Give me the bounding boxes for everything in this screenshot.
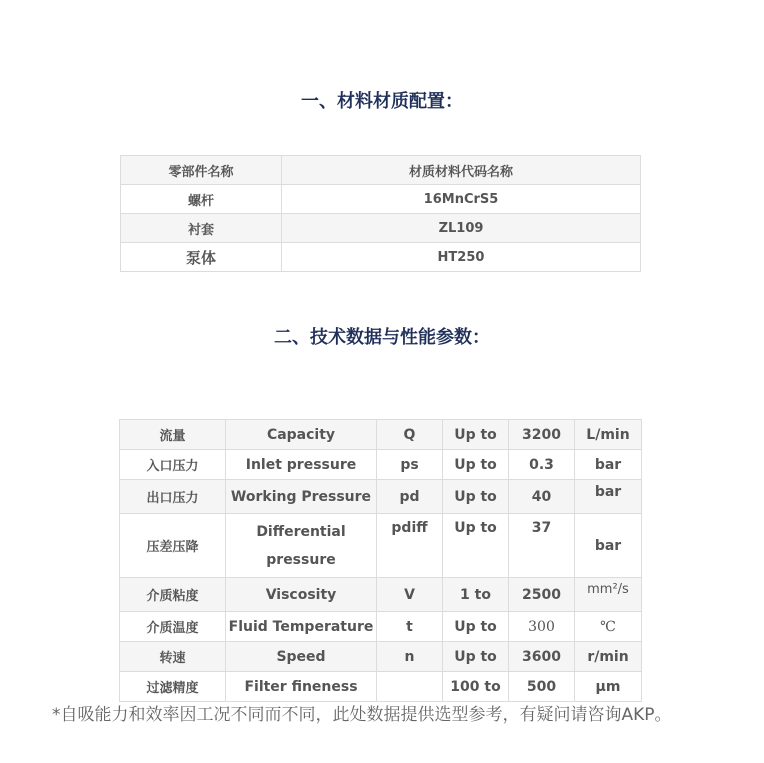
param-value: 300 bbox=[509, 612, 575, 642]
part-name: 螺杆 bbox=[121, 185, 282, 214]
param-en-name: Filter fineness bbox=[226, 672, 377, 702]
technical-data-table bbox=[119, 419, 642, 702]
param-symbol: ps bbox=[377, 450, 443, 480]
param-unit: bar bbox=[575, 450, 642, 480]
table-row bbox=[120, 450, 642, 480]
table-row bbox=[120, 578, 642, 612]
table-row bbox=[121, 214, 641, 243]
param-cn-name: 出口压力 bbox=[120, 480, 226, 514]
param-qualifier: Up to bbox=[443, 514, 509, 578]
param-qualifier: Up to bbox=[443, 612, 509, 642]
part-name: 泵体 bbox=[121, 243, 282, 272]
section-title-technical-data: 二、技术数据与性能参数： bbox=[274, 327, 490, 348]
param-symbol: V bbox=[377, 578, 443, 612]
table-row bbox=[120, 612, 642, 642]
param-en-name: Capacity bbox=[226, 420, 377, 450]
param-en-name: Fluid Temperature bbox=[226, 612, 377, 642]
param-unit: ℃ bbox=[575, 612, 642, 642]
table-row bbox=[120, 420, 642, 450]
param-cn-name: 介质粘度 bbox=[120, 578, 226, 612]
param-unit: bar bbox=[575, 514, 642, 578]
param-value: 37 bbox=[509, 514, 575, 578]
param-cn-name: 过滤精度 bbox=[120, 672, 226, 702]
material-code: 16MnCrS5 bbox=[282, 185, 641, 214]
param-value: 3200 bbox=[509, 420, 575, 450]
param-cn-name: 入口压力 bbox=[120, 450, 226, 480]
param-unit: bar bbox=[575, 480, 642, 514]
param-unit: L/min bbox=[575, 420, 642, 450]
section-title-materials: 一、材料材质配置： bbox=[301, 91, 463, 112]
param-en-name: Speed bbox=[226, 642, 377, 672]
param-value: 3600 bbox=[509, 642, 575, 672]
param-cn-name: 压差压降 bbox=[120, 514, 226, 578]
param-unit: μm bbox=[575, 672, 642, 702]
param-en-name: Differential pressure bbox=[226, 514, 377, 578]
param-symbol: t bbox=[377, 612, 443, 642]
param-qualifier: 1 to bbox=[443, 578, 509, 612]
param-en-name: Working Pressure bbox=[226, 480, 377, 514]
param-cn-name: 流量 bbox=[120, 420, 226, 450]
header-material-code: 材质材料代码名称 bbox=[282, 156, 641, 185]
param-value: 500 bbox=[509, 672, 575, 702]
param-symbol: Q bbox=[377, 420, 443, 450]
param-symbol: n bbox=[377, 642, 443, 672]
param-qualifier: Up to bbox=[443, 480, 509, 514]
materials-table bbox=[120, 155, 641, 272]
param-value: 40 bbox=[509, 480, 575, 514]
param-value: 2500 bbox=[509, 578, 575, 612]
param-cn-name: 介质温度 bbox=[120, 612, 226, 642]
material-code: ZL109 bbox=[282, 214, 641, 243]
table-row bbox=[120, 642, 642, 672]
table-row bbox=[120, 672, 642, 702]
header-part-name: 零部件名称 bbox=[121, 156, 282, 185]
param-qualifier: Up to bbox=[443, 642, 509, 672]
material-code: HT250 bbox=[282, 243, 641, 272]
param-unit: mm²/s bbox=[575, 578, 642, 612]
table-header-row bbox=[121, 156, 641, 185]
param-en-name: Inlet pressure bbox=[226, 450, 377, 480]
table-row bbox=[121, 185, 641, 214]
param-qualifier: 100 to bbox=[443, 672, 509, 702]
param-symbol: pdiff bbox=[377, 514, 443, 578]
table-row bbox=[120, 480, 642, 514]
param-en-name: Viscosity bbox=[226, 578, 377, 612]
param-value: 0.3 bbox=[509, 450, 575, 480]
param-symbol bbox=[377, 672, 443, 702]
param-qualifier: Up to bbox=[443, 450, 509, 480]
footnote: *自吸能力和效率因工况不同而不同，此处数据提供选型参考，有疑问请咨询AKP。 bbox=[52, 705, 672, 725]
part-name: 衬套 bbox=[121, 214, 282, 243]
table-row bbox=[120, 514, 642, 578]
table-row bbox=[121, 243, 641, 272]
param-symbol: pd bbox=[377, 480, 443, 514]
param-unit: r/min bbox=[575, 642, 642, 672]
param-cn-name: 转速 bbox=[120, 642, 226, 672]
param-qualifier: Up to bbox=[443, 420, 509, 450]
